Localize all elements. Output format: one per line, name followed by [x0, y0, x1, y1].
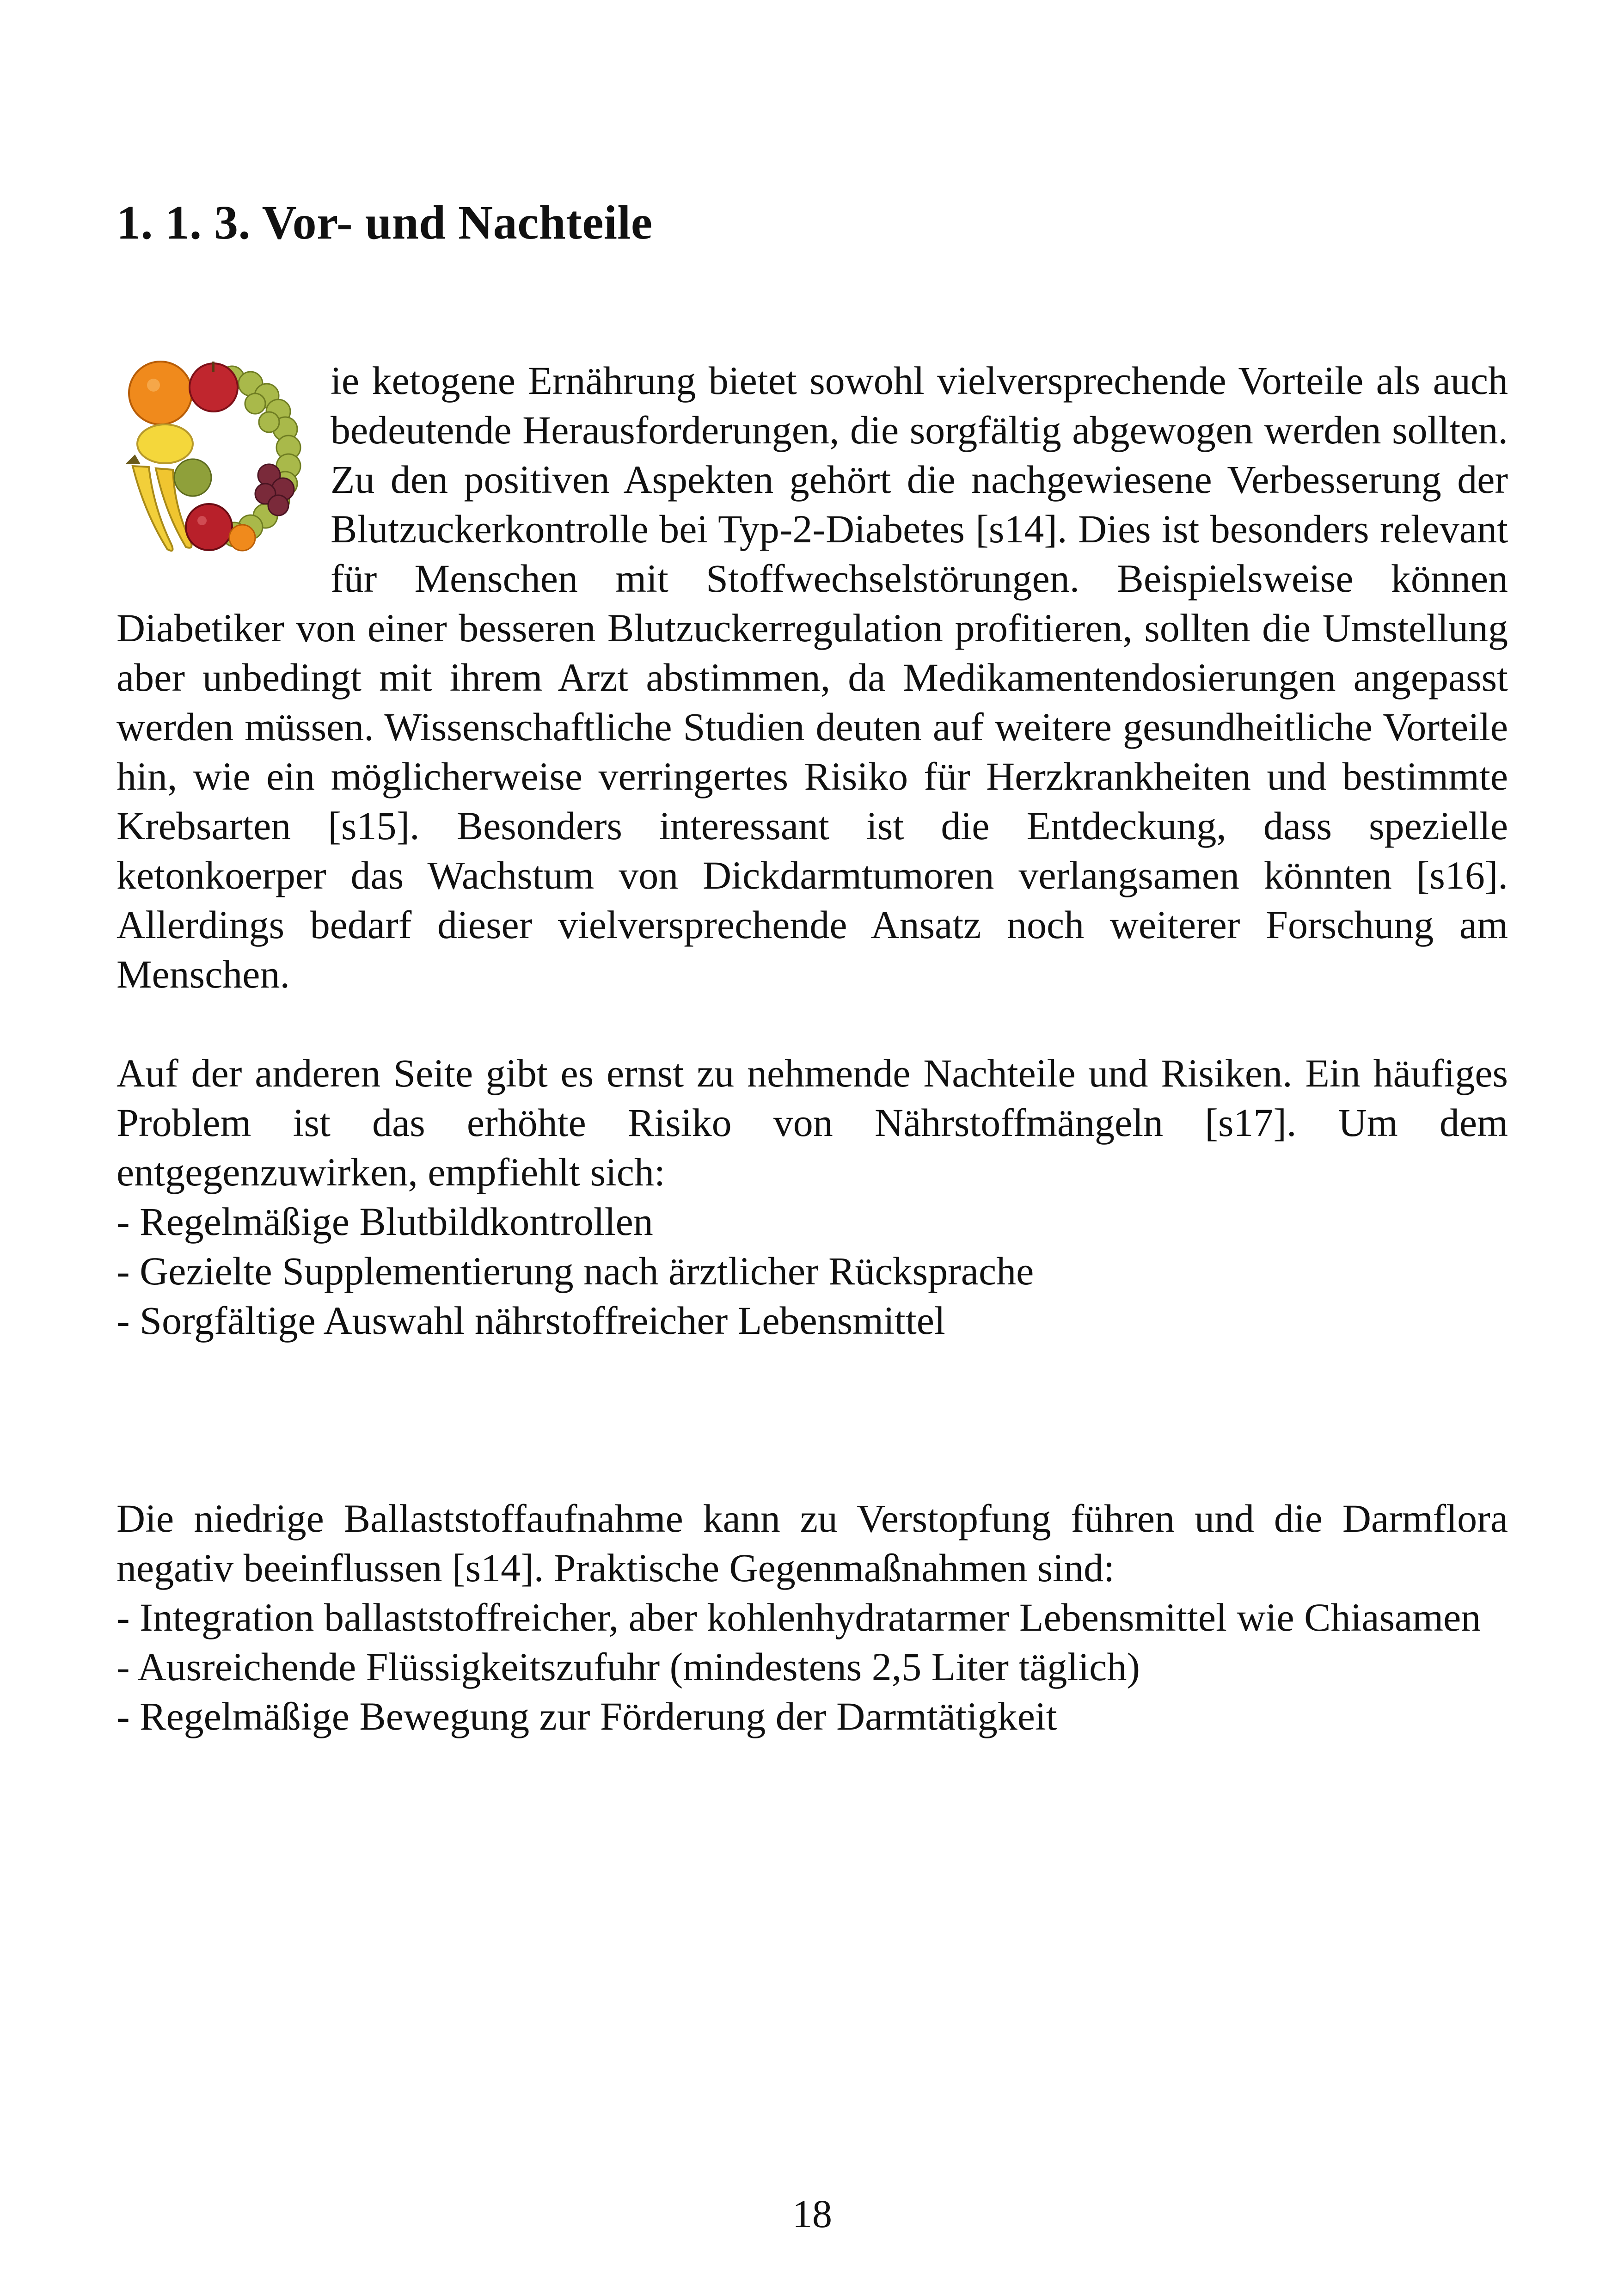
paragraph-fiber: Die niedrige Ballaststoffaufnahme kann zu Verstopfung führen und die Darmflora negativ beeinflussen [s14]. Praktische Gegenmaßnahmen sind:: [116, 1496, 1508, 1590]
body-text: [116, 356, 1508, 1741]
fiber-measures-list: [116, 1593, 1508, 1741]
list-item: - Gezielte Supplementierung nach ärztlicher Rücksprache: [116, 1249, 1034, 1293]
paragraph-advantages: [116, 356, 1508, 999]
paragraph-spacer: [116, 1345, 1508, 1494]
dropcap-fruit-letter-d-icon: [116, 360, 313, 559]
paragraph-advantages-text: ie ketogene Ernährung bietet sowohl vielversprechende Vorteile als auch bedeutende Herausforderungen, die sorgfältig abgewogen werden sollten. Zu den positiven Aspekten gehört die nachgewiesene Verbesserung der Blutzuckerkontrolle bei Typ-2-Diabetes [s14]. Dies ist besonders relevant für Menschen mit Stoffwechselstörungen. Beispielsweise können Diabetiker von einer besseren Blutzuckerregulation profitieren, sollten die Umstellung aber unbedingt mit ihrem Arzt abstimmen, da Medikamentendosierungen angepasst werden müssen. Wissenschaftliche Studien deuten auf weitere gesundheitliche Vorteile hin, wie ein möglicherweise verringertes Risiko für Herzkrankheiten und bestimmte Krebsarten [s15]. Besonders interessant ist die Entdeckung, dass spezielle ketonkoerper das Wachstum von Dickdarmtumoren verlangsamen könnten [s16]. Allerdings bedarf dieser vielversprechende Ansatz noch weiterer Forschung am Menschen.: [116, 358, 1508, 996]
section-heading: 1. 1. 3. Vor- und Nachteile: [116, 196, 653, 249]
list-item: - Regelmäßige Bewegung zur Förderung der Darmtätigkeit: [116, 1694, 1057, 1738]
nutrient-measures-list: [116, 1197, 1508, 1345]
list-item: - Sorgfältige Auswahl nährstoffreicher Lebensmittel: [116, 1298, 945, 1343]
list-item: - Ausreichende Flüssigkeitszufuhr (mindestens 2,5 Liter täglich): [116, 1645, 1140, 1689]
document-page: [116, 0, 1508, 2296]
list-item: - Regelmäßige Blutbildkontrollen: [116, 1199, 653, 1244]
paragraph-spacer: [116, 999, 1508, 1049]
page-number: 18: [792, 2192, 832, 2236]
paragraph-disadvantages: Auf der anderen Seite gibt es ernst zu nehmende Nachteile und Risiken. Ein häufiges Problem ist das erhöhte Risiko von Nährstoffmängeln [s17]. Um dem entgegenzuwirken, empfiehlt sich:: [116, 1051, 1508, 1194]
list-item: - Integration ballaststoffreicher, aber kohlenhydratarmer Lebensmittel wie Chiasamen: [116, 1595, 1481, 1639]
